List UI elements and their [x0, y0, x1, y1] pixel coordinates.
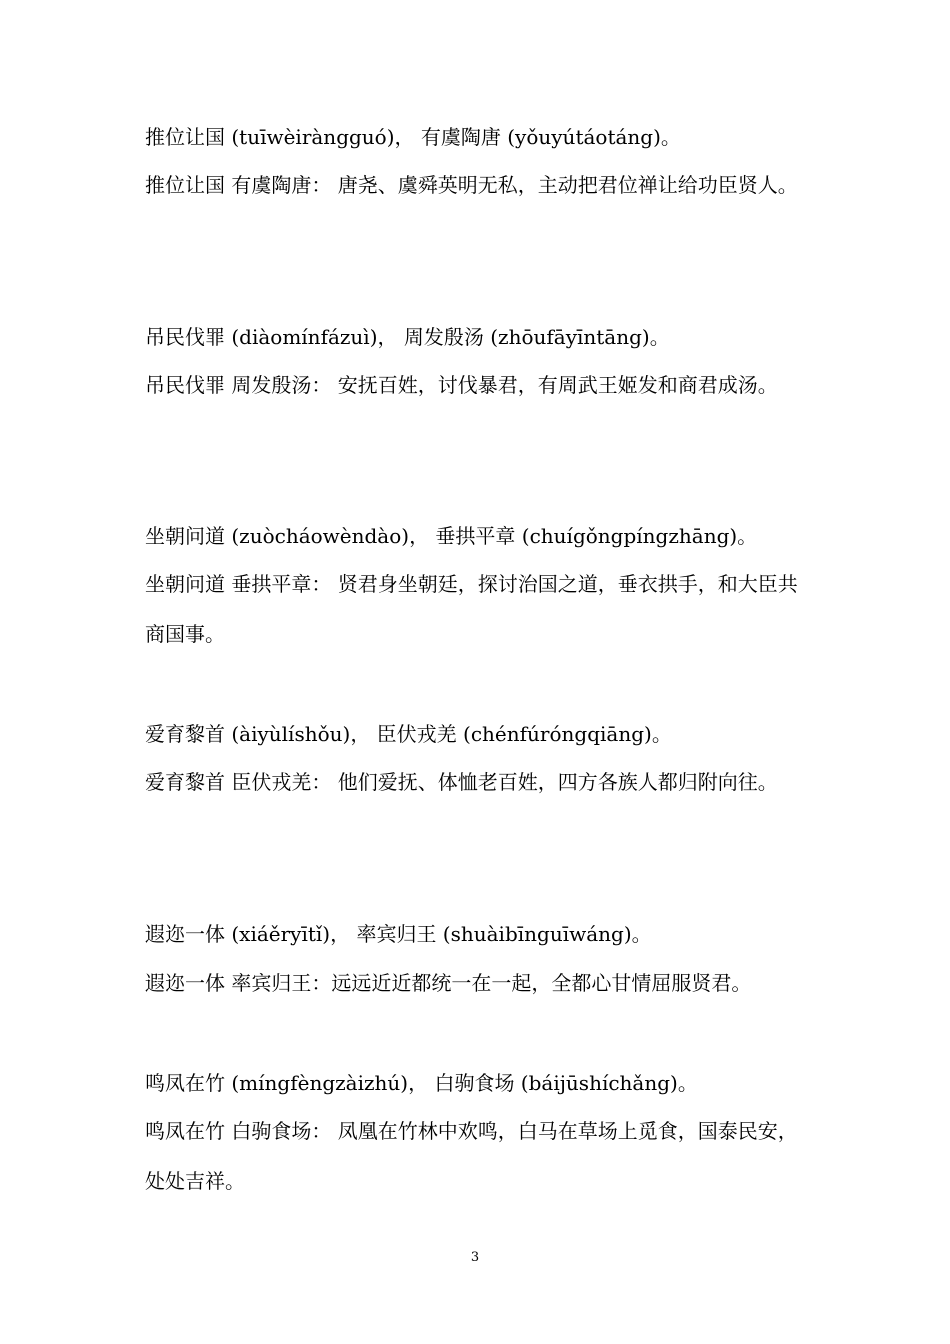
entry-5-explanation: 遐迩一体 率宾归王：远远近近都统一在一起，全都心甘情屈服贤君。 — [145, 971, 752, 995]
entry-4-heading: 爱育黎首 (àiyùlíshǒu)， 臣伏戎羌 (chénfúróngqiāng)。 — [145, 722, 672, 746]
entry-6-explanation: 鸣凤在竹 白驹食场： 凤凰在竹林中欢鸣，白马在草场上觅食，国泰民安，处处吉祥。 — [145, 1119, 798, 1193]
page-number: 3 — [470, 1250, 480, 1265]
entry-2-explanation: 吊民伐罪 周发殷汤： 安抚百姓，讨伐暴君，有周武王姬发和商君成汤。 — [145, 373, 778, 397]
entry-3-heading: 坐朝问道 (zuòcháowèndào)， 垂拱平章 (chuígǒngpíngzhāng)。 — [145, 524, 758, 548]
entry-1-explanation: 推位让国 有虞陶唐： 唐尧、虞舜英明无私，主动把君位禅让给功臣贤人。 — [145, 173, 798, 197]
entry-4-explanation: 爱育黎首 臣伏戎羌： 他们爱抚、体恤老百姓，四方各族人都归附向往。 — [145, 770, 778, 794]
entry-2-heading: 吊民伐罪 (diàomínfázuì)， 周发殷汤 (zhōufāyīntāng)。 — [145, 325, 670, 349]
entry-6-heading: 鸣凤在竹 (míngfèngzàizhú)， 白驹食场 (báijūshíchǎng)。 — [145, 1071, 698, 1095]
entry-3-explanation: 坐朝问道 垂拱平章： 贤君身坐朝廷，探讨治国之道，垂衣拱手，和大臣共商国事。 — [145, 572, 798, 646]
entry-5-heading: 遐迩一体 (xiáěryītǐ)， 率宾归王 (shuàibīnguīwáng)。 — [145, 922, 652, 946]
entry-1-heading: 推位让国 (tuīwèiràngguó)， 有虞陶唐 (yǒuyútáotáng)。 — [145, 125, 681, 149]
